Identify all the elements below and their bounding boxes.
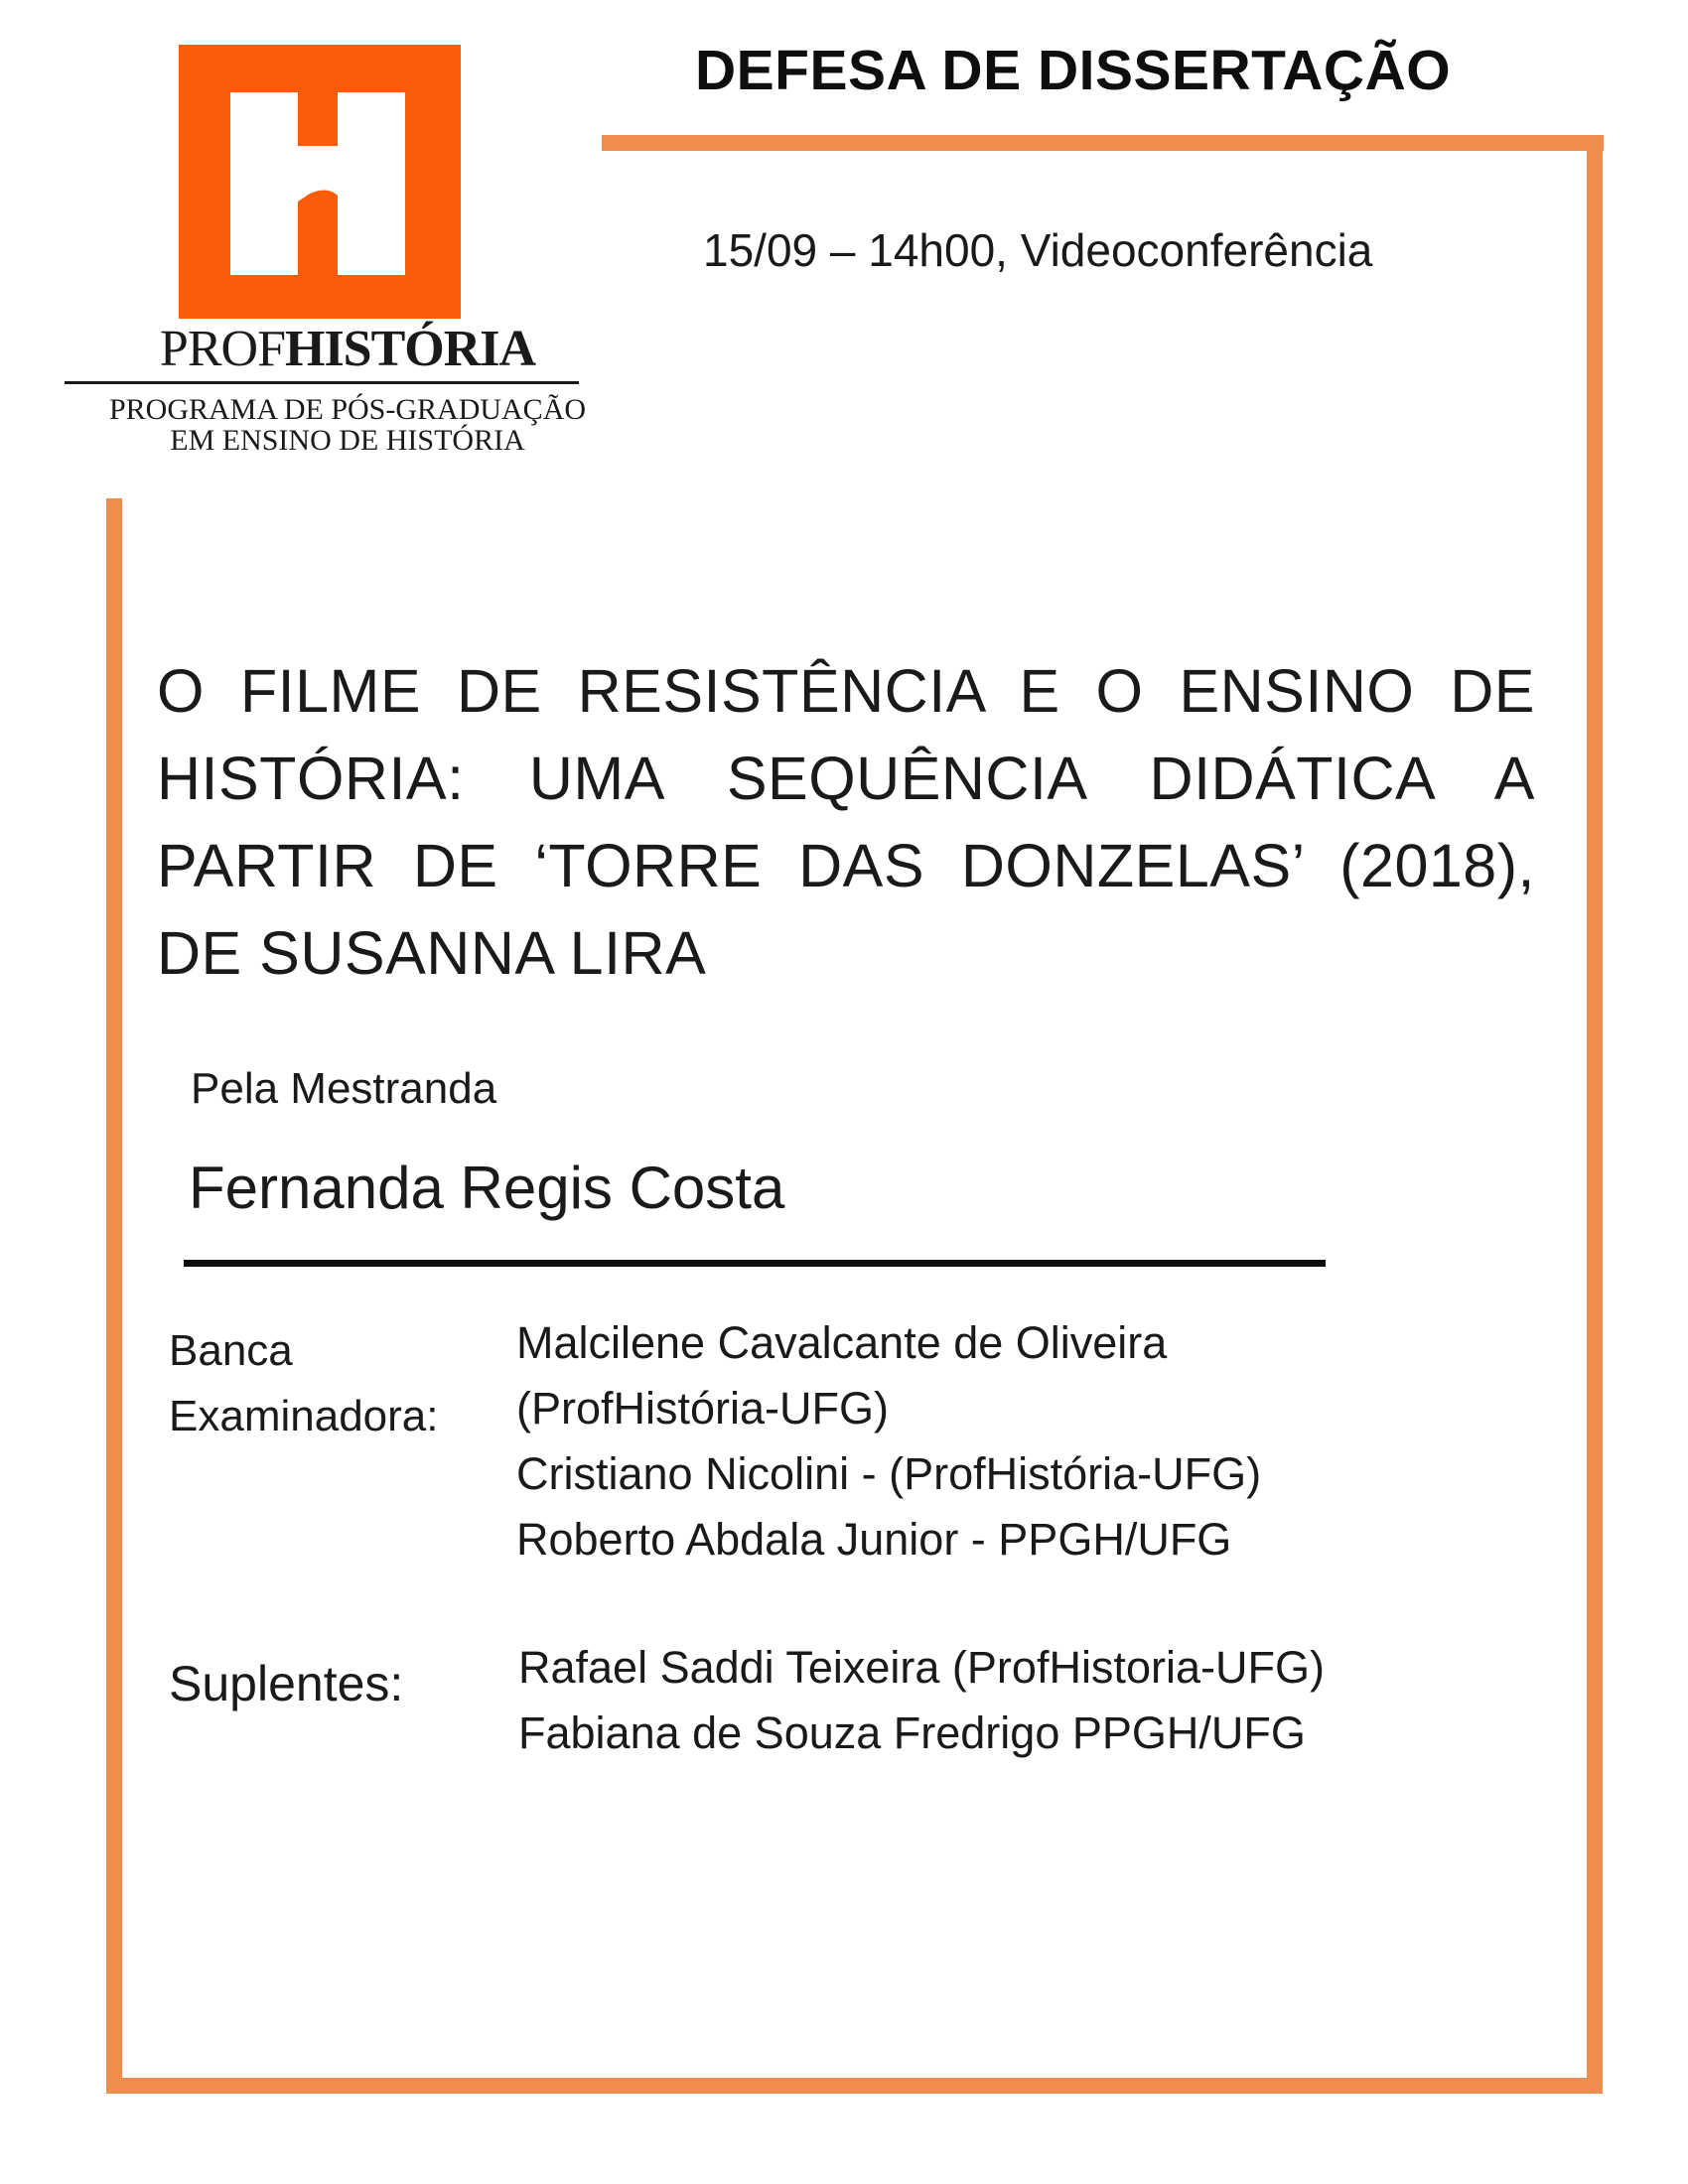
committee-member: (ProfHistória-UFG) [516,1383,890,1433]
committee-members [516,1310,1261,1572]
logo-subtitle-line2: EM ENSINO DE HISTÓRIA [170,424,525,457]
frame-right [1587,135,1603,2094]
candidate-label: Pela Mestranda [191,1064,497,1113]
logo-wordmark: PROFHISTÓRIA [159,321,536,377]
thesis-title: O FILME DE RESISTÊNCIA E O ENSINO DE HISTÓRIA: UMA SEQUÊNCIA DIDÁTICA A PARTIR DE ‘TORRE DAS DONZELAS’ (2018), DE SUSANNA LIRA [157,657,1535,987]
logo-divider [65,381,579,384]
document-type-heading: DEFESA DE DISSERTAÇÃO [695,39,1452,102]
date-time-place: 15/09 – 14h00, Videoconferência [703,224,1373,276]
committee-label-line1: Banca [169,1326,293,1375]
profhistoria-logo-mark [179,45,461,319]
committee-member: Malcilene Cavalcante de Oliveira [516,1317,1168,1368]
logo-subtitle-line1: PROGRAMA DE PÓS-GRADUAÇÃO [108,393,587,426]
alternates-label: Suplentes: [169,1656,404,1711]
committee-member: Roberto Abdala Junior - PPGH/UFG [516,1514,1232,1565]
separator-line [184,1260,1326,1267]
frame-bottom [114,2078,1603,2094]
alternate-members [518,1635,1325,1766]
committee-label-line2: Examinadora: [169,1392,439,1440]
candidate-name: Fernanda Regis Costa [189,1155,785,1221]
frame-left [106,498,122,2094]
alternate-member: Fabiana de Souza Fredrigo PPGH/UFG [518,1707,1306,1758]
alternate-member: Rafael Saddi Teixeira (ProfHistoria-UFG) [518,1642,1325,1693]
h-letter-icon [179,45,461,319]
frame-top [602,135,1604,151]
committee-member: Cristiano Nicolini - (ProfHistória-UFG) [516,1448,1262,1499]
